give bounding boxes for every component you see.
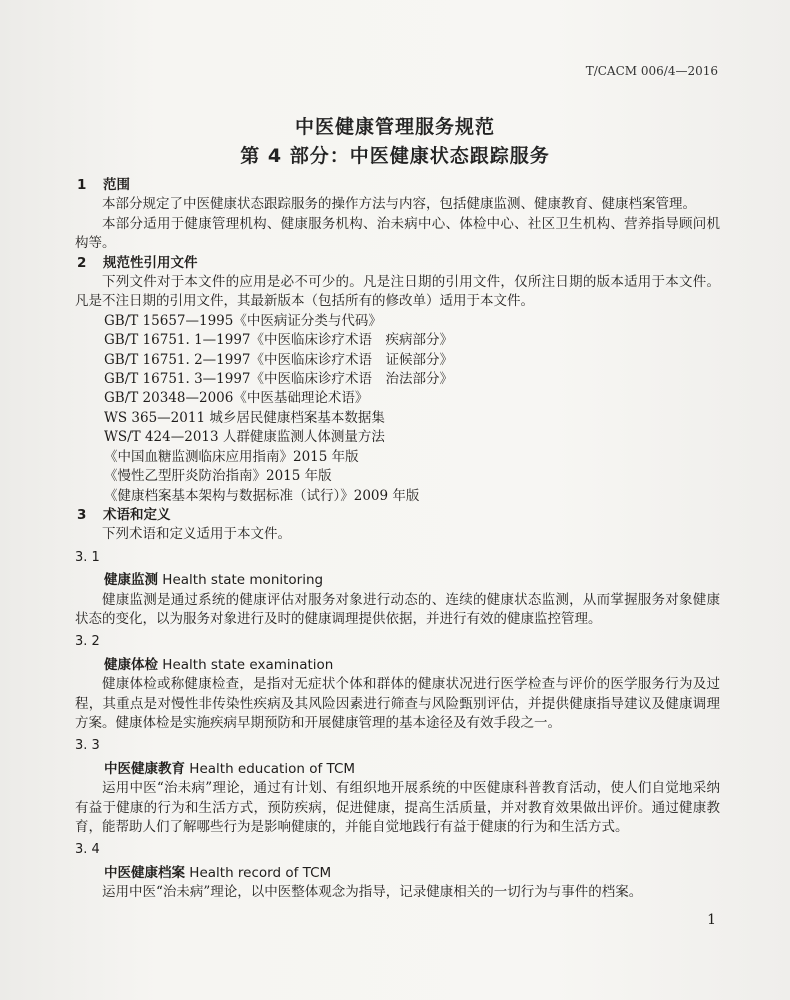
term-english: Health record of TCM — [189, 864, 332, 881]
term-english: Health state monitoring — [162, 572, 324, 589]
document-body — [75, 176, 720, 903]
term-definition: 运用中医“治未病”理论，通过有计划、有组织地开展系统的中医健康科普教育活动，使人们自觉地采纳有益于健康的行为和生活方式，预防疾病，促进健康，提高生活质量，并对教育效果做出评价。通过健康教育，能帮助人们了解哪些行为是影响健康的，并能自觉地践行有益于健康的行为和生活方式。 — [75, 780, 720, 835]
reference-item: GB/T 16751. 3—1997《中医临床诊疗术语 治法部分》 — [104, 371, 454, 388]
document-subtitle: 第 4 部分：中医健康状态跟踪服务 — [240, 145, 550, 167]
term-definition: 健康体检或称健康检查，是指对无症状个体和群体的健康状况进行医学检查与评价的医学服务行为及过程，其重点是对慢性非传染性疾病及其风险因素进行筛查与风险甄别评估，并提供健康指导建议及健康调理方案。健康体检是实施疾病早期预防和开展健康管理的基本途径及有效手段之一。 — [75, 676, 720, 731]
term-english: Health education of TCM — [189, 760, 356, 777]
term-number: 3. 1 — [75, 549, 100, 565]
term-heading — [75, 864, 720, 883]
reference-item: 《慢性乙型肝炎防治指南》2015 年版 — [104, 468, 332, 485]
section-number: 1 — [77, 177, 87, 193]
reference-item: GB/T 20348—2006《中医基础理论术语》 — [104, 390, 369, 407]
term-chinese: 中医健康档案 — [104, 864, 185, 881]
reference-item: GB/T 15657—1995《中医病证分类与代码》 — [104, 312, 382, 329]
standard-code: T/CACM 006/4—2016 — [585, 64, 718, 78]
term-number: 3. 4 — [75, 842, 100, 858]
section-number: 2 — [77, 254, 87, 271]
reference-item: GB/T 16751. 2—1997《中医临床诊疗术语 证候部分》 — [104, 351, 454, 368]
section-title: 范围 — [103, 177, 130, 193]
reference-item: 《健康档案基本架构与数据标准（试行）》2009 年版 — [104, 487, 420, 504]
section-title: 规范性引用文件 — [103, 254, 198, 271]
section-2-heading — [75, 254, 720, 273]
document-title: 中医健康管理服务规范 — [294, 116, 495, 138]
term-heading — [75, 571, 720, 590]
terms-intro: 下列术语和定义适用于本文件。 — [102, 526, 291, 543]
reference-item: GB/T 16751. 1—1997《中医临床诊疗术语 疾病部分》 — [104, 332, 454, 349]
term-heading — [75, 656, 720, 675]
normative-references-intro: 下列文件对于本文件的应用是必不可少的。凡是注日期的引用文件，仅所注日期的版本适用于本文件。凡是不注日期的引用文件，其最新版本（包括所有的修改单）适用于本文件。 — [75, 274, 720, 310]
term-number: 3. 2 — [75, 634, 100, 650]
term-heading — [75, 760, 720, 779]
scope-paragraph-2: 本部分适用于健康管理机构、健康服务机构、治未病中心、体检中心、社区卫生机构、营养指导顾问机构等。 — [75, 215, 720, 252]
term-number: 3. 3 — [75, 738, 100, 754]
term-english: Health state examination — [162, 656, 334, 673]
section-3-heading — [75, 506, 720, 525]
term-definition: 运用中医“治未病”理论，以中医整体观念为指导，记录健康相关的一切行为与事件的档案。 — [102, 884, 643, 901]
term-chinese: 健康体检 — [104, 656, 158, 673]
reference-item: WS 365—2011 城乡居民健康档案基本数据集 — [104, 409, 385, 426]
page-number: 1 — [707, 912, 716, 928]
term-definition: 健康监测是通过系统的健康评估对服务对象进行动态的、连续的健康状态监测，从而掌握服务对象健康状态的变化，以为服务对象进行及时的健康调理提供依据，并进行有效的健康监控管理。 — [75, 591, 720, 627]
reference-item: WS/T 424—2013 人群健康监测人体测量方法 — [104, 429, 385, 446]
section-1-heading — [75, 176, 720, 195]
term-chinese: 健康监测 — [104, 572, 158, 589]
section-number: 3 — [77, 506, 87, 523]
scope-paragraph-1: 本部分规定了中医健康状态跟踪服务的操作方法与内容，包括健康监测、健康教育、健康档案管理。 — [102, 196, 696, 213]
reference-item: 《中国血糖监测临床应用指南》2015 年版 — [104, 448, 359, 465]
section-title: 术语和定义 — [103, 506, 171, 523]
term-chinese: 中医健康教育 — [104, 760, 185, 777]
